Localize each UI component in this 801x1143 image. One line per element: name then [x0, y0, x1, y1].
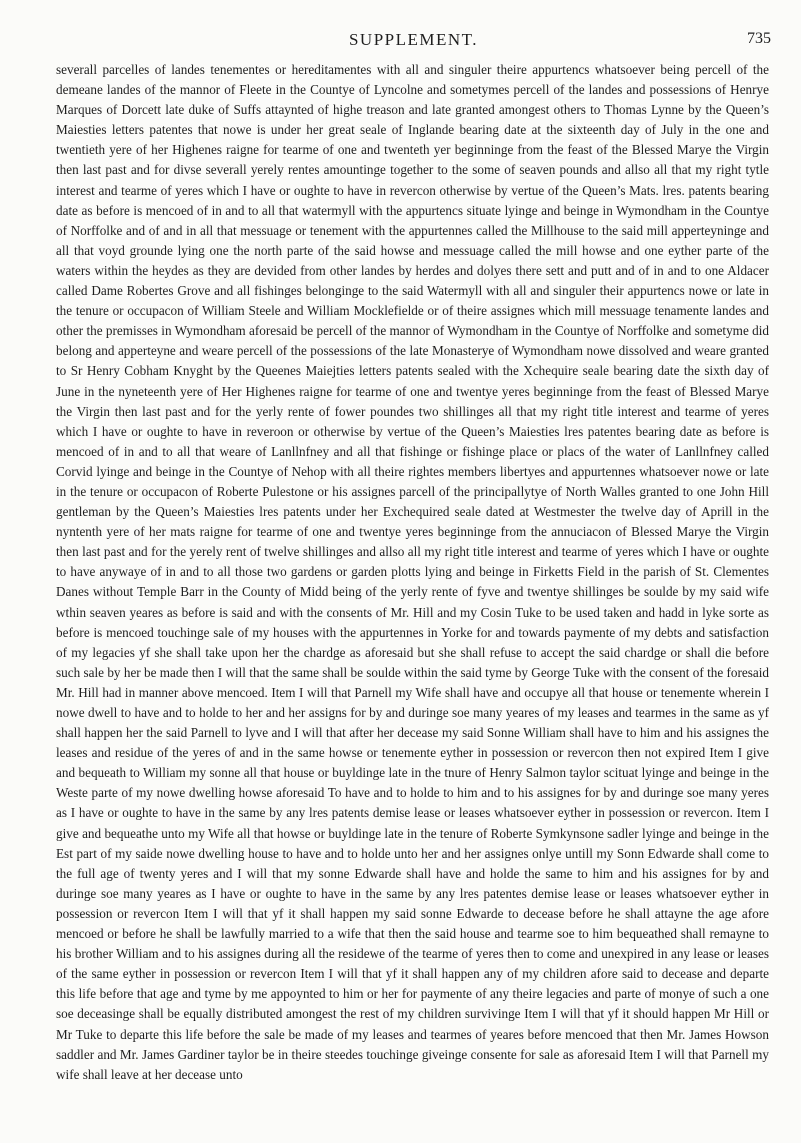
body-text-block — [56, 60, 769, 1085]
body-paragraph: severall parcelles of landes tenementes or hereditamentes with all and singuler theire appurtencs whatsoever being percell of the demeane landes of the mannor of Fleete in the Countye of Lyncolne and sometymes percell of the landes and possessions of Henrye Marques of Dorcett late duke of Suffs attaynted of highe treason and late granted amongest others to Thomas Lynne by the Queen’s Maiesties letters patentes that nowe is under her great seale of Inglande bearing date at the sixteenth day of July in the one and twentieth yere of her Highenes raigne for tearme of one and twenteth yer beginninge from the feast of the Blessed Marye the Virgin then last past and for divse severall yerely rentes amountinge together to the some of seaven pounds and allso all that my right tytle interest and tearme of yeres which I have or oughte to have in revercon otherwise by vertue of the Queen’s Mats. lres. patents bearing date as before is mencoed of in and to all that watermyll with the appurtencs situate lyinge and beinge in Wymondham in the Countye of Norffolke and of and in all that messuage or tenement with the appurtennes called the Millhouse to the said mill apperteyninge and all that voyd grounde lying one the north parte of the said howse and messuage called the mill howse and one eyther parte of the waters within the heydes as they are devided from other landes by herdes and dolyes there sett and putt and of in and to one Aldacer called Dame Robertes Grove and all fishinges belonginge to the said Watermyll with all and singuler their appurtencs nowe or late in the tenure or occupacon of William Steele and William Mocklefielde or of theire assignes which mill messuage tenamente landes and other the premisses in Wymondham aforesaid be percell of the mannor of Wymondham in the Countye of Norffolke and sometyme did belong and apperteyne and weare percell of the possessions of the late Monasterye of Wymondham nowe dissolved and weare granted to Sr Henry Cobham Knyght by the Queenes Maiejties letters patents sealed with the Xchequire seale bearing date the sixth day of June in the nyneteenth yere of Her Highenes raigne for tearme of one and twentye yeres beginninge from the feast of Blessed Marye the Virgin then last past and for the yerly rente of fower poundes two shillinges all that my right title interest and tearme of yeres which I have or oughte to have in reveroon or otherwise by vertue of the Queen’s Maiesties lres patentes bearing date as before is mencoed of in and to all that weare of Lanllnfney and all that fishinge or fishinge place or placs of the water of Lanllnfney called Corvid lyinge and beinge in the Countye of Nehop with all theire rightes members libertyes and appurtennes whatsoever nowe or late in the tenure or occupacon of Roberte Pulestone or his assignes parcell of the principallytye of North Walles granted to one John Hill gentleman by the Queen’s Maiesties lres patents under her Exchequired seale dated at Westmester the twelve day of Aprill in the nyntenth yere of her mats raigne for tearme of one and twentye yeres beginninge from the annuciacon of Blessed Marye the Virgin then last past and for the yerely rent of twelve shillinges and allso all my right title interest and tearme of yeres which I have or oughte to have anywaye of in and to all those two gardens or garden plotts lying and beinge in Firketts Field in the parish of St. Clementes Danes without Temple Barr in the County of Midd being of the yerly rente of fyve and twentye shillinges be soulde by my said wife wthin seaven yeares as before is said and with the consents of Mr. Hill and my Cosin Tuke to be used taken and hadd in lyke sorte as before is mencoed touchinge sale of my houses with the appurtennes in Yorke for and towards paymente of my debts and satisfaction of my legacies yf she shall take upon her the chardge as aforesaid but she shall refuse to accept the said chardge or shall die before such sale by her be made then I will that the same shall be soulde within the said tyme by George Tuke with the consent of the foresaid Mr. Hill had in manner above mencoed. Item I will that Parnell my Wife shall have and occupye all that house or tenemente wherein I nowe dwell to have and to holde to her and her assigns for by and duringe soe many yeares of my leases and tearmes in the same as yf shall happen her the said Parnell to lyve and I will that after her decease my said Sonne William shall have to him and his assignes the leases and residue of the yeres of and in the same howse or tenemente eyther in possession or revercon then not expired Item I give and bequeath to William my sonne all that house or buyldinge late in the tnure of Henry Salmon taylor scituat lyinge and beinge in the Weste parte of my nowe dwelling howse aforesaid To have and to holde to him and to his assignes for by and duringe soe many yeres as I have or oughte to have in the same by any lres patents demise lease or leases whatsoever eyther in possession or revercon. Item I give and bequeathe unto my Wife all that howse or buyldinge late in the tenure of Roberte Symkynsone sadler lyinge and beinge in the Est part of my saide nowe dwelling house to have and to holde unto her and her assignes onlye untill my Sonn Edwarde shall come to the full age of twenty yeres and I will that my sonne Edwarde shall have and holde the same to him and his assignes for by and duringe soe many yeares as I have or oughte to have in the same by any lres patentes demise lease or leases whatsoever eyther in possession or revercon Item I will that yf it shall happen my said sonne Edwarde to decease before he shall attayne the age afore mencoed or before he shall be lawfully married to a wife that then the said house and tearme soe to him bequeathed shall remayne to his brother William and to his assignes during all the residewe of the tearme of yeres then to come and unexpired in any lease or leases of the same eyther in possession or revercon Item I will that yf it shall happen any of my children afore said to decease and departe this life before that age and tyme by me appoynted to him or her for paymente of any theire legacies and parte of monye of such a one soe deceasinge shall be equally distributed amongest the rest of my children survivinge Item I will that yf it should happen Mr Hill or Mr Tuke to departe this life before the sale be made of my leases and tearmes of yeares before mencoed that then Mr. James Howson saddler and Mr. James Gardiner taylor be in theire steedes touchinge giveinge consente for sale as aforesaid Item I will that Parnell my wife shall leave at her decease unto — [56, 62, 769, 1082]
running-title: SUPPLEMENT. — [348, 30, 479, 49]
running-head — [56, 30, 771, 54]
page-number: 735 — [747, 30, 771, 47]
